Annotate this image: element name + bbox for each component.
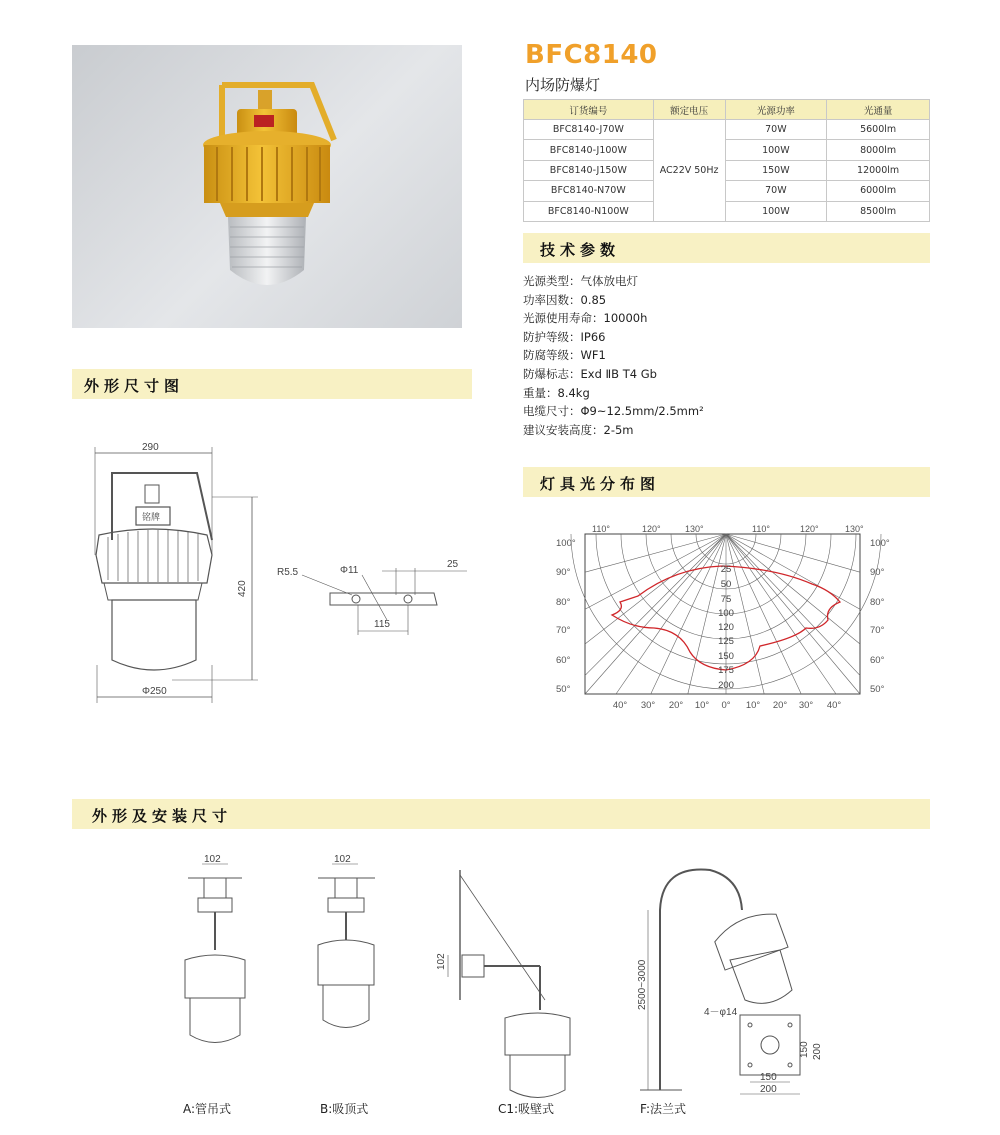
section-title: 灯具光分布图 bbox=[540, 475, 661, 493]
dim-102-label: 102 bbox=[334, 854, 351, 865]
side-label-right: 50° bbox=[870, 684, 885, 695]
param-line: 防护等级：IP66 bbox=[523, 329, 606, 344]
bottom-angle-label: 30° bbox=[798, 700, 814, 711]
side-label-left: 50° bbox=[556, 684, 571, 695]
lamp-photo-icon bbox=[72, 45, 462, 328]
section-dimensions bbox=[72, 369, 472, 399]
holes-label: 4－φ14 bbox=[704, 1007, 738, 1018]
dim-102-label: 102 bbox=[204, 854, 221, 865]
polar-spoke bbox=[585, 534, 726, 694]
polar-spoke bbox=[651, 534, 726, 694]
bottom-angle-label: 10° bbox=[745, 700, 761, 711]
bottom-angle-label: 10° bbox=[694, 700, 710, 711]
table-row bbox=[524, 160, 930, 180]
polar-spoke bbox=[585, 534, 726, 572]
param-line: 功率因数：0.85 bbox=[523, 292, 607, 307]
param-line: 光源类型：气体放电灯 bbox=[523, 274, 638, 288]
radial-label: 200 bbox=[718, 680, 734, 691]
param-line: 建议安装高度：2-5m bbox=[523, 422, 634, 437]
radial-label: 120 bbox=[718, 622, 734, 633]
product-name: 内场防爆灯 bbox=[525, 76, 601, 94]
dim-pole-label: 2500~3000 bbox=[637, 959, 648, 1010]
install-f-drawing bbox=[637, 870, 823, 1096]
dim-150-v: 150 bbox=[799, 1041, 810, 1058]
table-row bbox=[524, 201, 930, 221]
table-row bbox=[524, 140, 930, 160]
side-label-left: 100° bbox=[556, 538, 576, 549]
polar-spoke bbox=[726, 534, 860, 694]
param-line: 重量：8.4kg bbox=[523, 385, 590, 400]
polar-spoke bbox=[726, 534, 801, 694]
cell-voltage: AC22V 50Hz bbox=[653, 120, 725, 222]
section-title: 外形及安装尺寸 bbox=[92, 807, 233, 825]
cell-flux: 8500lm bbox=[827, 201, 930, 221]
polar-spoke bbox=[726, 534, 860, 644]
cell-power: 100W bbox=[725, 140, 827, 160]
bottom-angle-label: 20° bbox=[772, 700, 788, 711]
dim-25-label: 25 bbox=[447, 559, 459, 570]
polar-spoke bbox=[726, 534, 860, 675]
radial-label: 50 bbox=[720, 579, 732, 590]
section-title: 外形尺寸图 bbox=[84, 377, 185, 395]
install-c1-drawing bbox=[436, 870, 570, 1098]
caption-f: F:法兰式 bbox=[640, 1102, 687, 1116]
bottom-angle-label: 30° bbox=[640, 700, 656, 711]
polar-spoke bbox=[726, 534, 860, 572]
polar-spoke bbox=[726, 534, 836, 694]
section-tech bbox=[523, 233, 930, 263]
dim-height-label: 420 bbox=[237, 580, 248, 597]
polar-spoke bbox=[726, 534, 860, 609]
param-line: 防爆标志：Exd ⅡB T4 Gb bbox=[523, 366, 657, 381]
cell-code: BFC8140-J150W bbox=[524, 160, 654, 180]
cell-code: BFC8140-N100W bbox=[524, 201, 654, 221]
col-header: 光源功率 bbox=[725, 100, 827, 120]
dim-200-v: 200 bbox=[812, 1043, 823, 1060]
product-photo bbox=[72, 45, 462, 328]
light-distribution-chart bbox=[550, 520, 910, 720]
col-header: 订货编号 bbox=[524, 100, 654, 120]
side-label-left: 80° bbox=[556, 597, 571, 608]
radial-label: 100 bbox=[718, 608, 734, 619]
product-model: BFC8140 bbox=[525, 40, 658, 70]
cell-flux: 5600lm bbox=[827, 120, 930, 140]
dim-width-label: 290 bbox=[142, 442, 159, 453]
section-light-distribution bbox=[523, 467, 930, 497]
side-label-left: 90° bbox=[556, 567, 571, 578]
param-line: 光源使用寿命：10000h bbox=[523, 311, 648, 326]
angle-label-top: 130° bbox=[845, 524, 864, 534]
nameplate-label: 铭牌 bbox=[142, 512, 161, 522]
dim-diameter-label: Φ250 bbox=[142, 686, 167, 697]
caption-b: B:吸顶式 bbox=[320, 1102, 369, 1116]
cell-power: 70W bbox=[725, 181, 827, 201]
side-label-right: 80° bbox=[870, 597, 885, 608]
cell-flux: 8000lm bbox=[827, 140, 930, 160]
dim-150-h: 150 bbox=[760, 1072, 777, 1083]
col-header: 额定电压 bbox=[653, 100, 725, 120]
side-label-right: 70° bbox=[870, 625, 885, 636]
dimension-drawing bbox=[72, 435, 482, 720]
caption-c1: C1:吸壁式 bbox=[498, 1102, 555, 1116]
side-label-right: 90° bbox=[870, 567, 885, 578]
radial-label: 175 bbox=[718, 665, 734, 676]
cell-flux: 6000lm bbox=[827, 181, 930, 201]
tech-params bbox=[523, 272, 704, 439]
cell-power: 150W bbox=[725, 160, 827, 180]
bottom-angle-label: 0° bbox=[721, 700, 731, 711]
radial-label: 150 bbox=[718, 651, 734, 662]
side-label-right: 100° bbox=[870, 538, 890, 549]
side-label-left: 60° bbox=[556, 655, 571, 666]
angle-label-top: 110° bbox=[752, 524, 770, 534]
radial-label: 25 bbox=[720, 564, 732, 575]
spec-table bbox=[523, 99, 930, 222]
dim-r-label: R5.5 bbox=[277, 567, 299, 578]
angle-label-top: 130° bbox=[685, 524, 704, 534]
cell-power: 100W bbox=[725, 201, 827, 221]
dim-hole-label: Φ11 bbox=[340, 565, 359, 576]
angle-label-top: 120° bbox=[800, 524, 819, 534]
install-a-drawing bbox=[185, 854, 245, 1043]
bottom-angle-label: 20° bbox=[668, 700, 684, 711]
cell-code: BFC8140-J100W bbox=[524, 140, 654, 160]
install-drawings bbox=[170, 850, 850, 1125]
radial-label: 75 bbox=[720, 594, 732, 605]
polar-spoke bbox=[616, 534, 726, 694]
table-row bbox=[524, 120, 930, 140]
param-line: 防腐等级：WF1 bbox=[523, 348, 606, 363]
table-row bbox=[524, 181, 930, 201]
section-title: 技术参数 bbox=[540, 241, 621, 259]
bottom-angle-label: 40° bbox=[826, 700, 842, 711]
radial-label: 125 bbox=[718, 636, 734, 647]
angle-label-top: 110° bbox=[592, 524, 610, 534]
param-line: 电缆尺寸：Φ9~12.5mm/2.5mm² bbox=[523, 404, 704, 419]
install-b-drawing bbox=[318, 854, 375, 1028]
col-header: 光通量 bbox=[827, 100, 930, 120]
cell-power: 70W bbox=[725, 120, 827, 140]
section-install bbox=[72, 799, 930, 829]
caption-a: A:管吊式 bbox=[183, 1102, 232, 1116]
cell-flux: 12000lm bbox=[827, 160, 930, 180]
dim-200-h: 200 bbox=[760, 1084, 777, 1095]
angle-label-top: 120° bbox=[642, 524, 661, 534]
side-label-left: 70° bbox=[556, 625, 571, 636]
polar-spoke bbox=[585, 534, 726, 675]
dim-115-label: 115 bbox=[374, 619, 390, 630]
polar-spoke bbox=[585, 534, 726, 609]
cell-code: BFC8140-N70W bbox=[524, 181, 654, 201]
side-label-right: 60° bbox=[870, 655, 885, 666]
bottom-angle-label: 40° bbox=[612, 700, 628, 711]
cell-code: BFC8140-J70W bbox=[524, 120, 654, 140]
dim-wall-label: 102 bbox=[436, 953, 447, 970]
